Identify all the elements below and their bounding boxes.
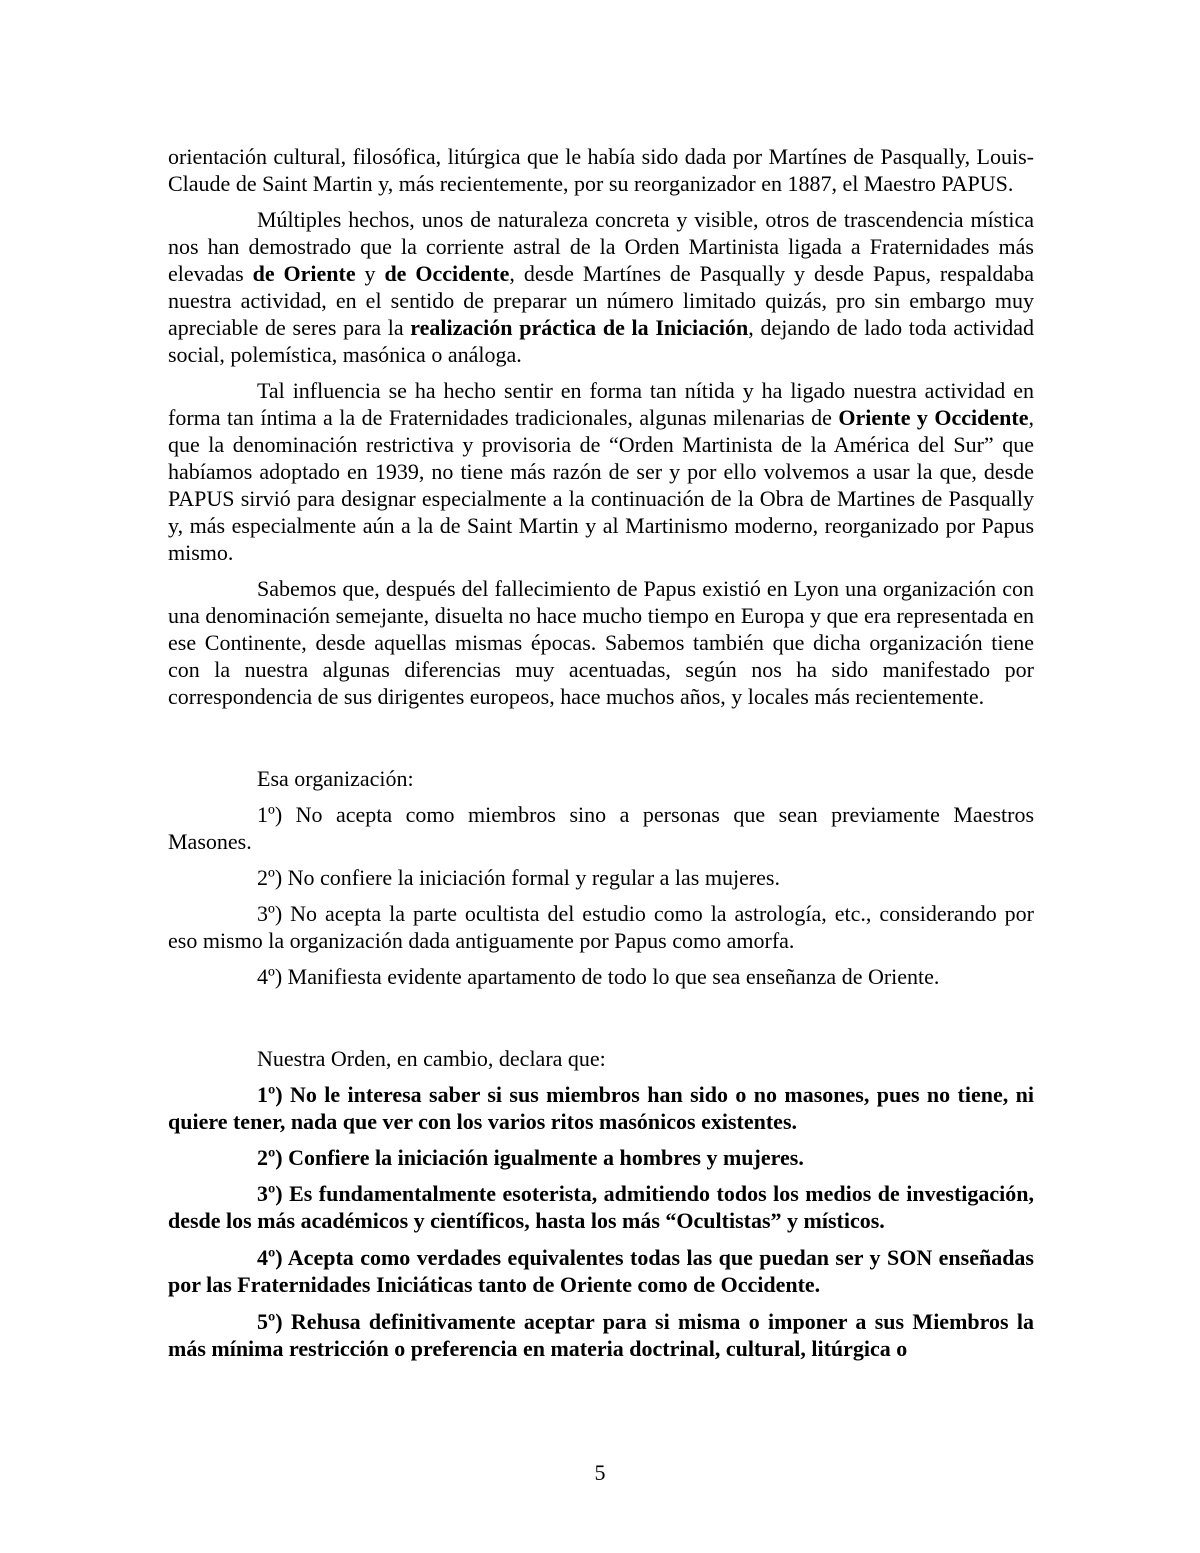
order-intro: Nuestra Orden, en cambio, declara que: <box>257 1046 606 1071</box>
order-item-2: 2º) Confiere la iniciación igualmente a hombres y mujeres. <box>257 1145 804 1170</box>
order-item-3: 3º) Es fundamentalmente esoterista, admitiendo todos los medios de investigación, desde los más académicos y científicos, hasta los más “Ocultistas” y místicos. <box>168 1181 1034 1233</box>
org-item-4: 4º) Manifiesta evidente apartamento de todo lo que sea enseñanza de Oriente. <box>257 964 940 989</box>
body-text <box>168 143 1034 1362</box>
org-item-1: 1º) No acepta como miembros sino a personas que sean previamente Maestros Masones. <box>168 802 1034 854</box>
order-item-1: 1º) No le interesa saber si sus miembros han sido o no masones, pues no tiene, ni quiere tener, nada que ver con los varios ritos masónicos existentes. <box>168 1082 1034 1134</box>
order-item-5: 5º) Rehusa definitivamente aceptar para si misma o imponer a sus Miembros la más mínima restricción o preferencia en materia doctrinal, cultural, litúrgica o <box>168 1309 1034 1361</box>
order-item-4: 4º) Acepta como verdades equivalentes todas las que puedan ser y SON enseñadas por las Fraternidades Iniciáticas tanto de Oriente como de Occidente. <box>168 1245 1034 1297</box>
org-item-2: 2º) No confiere la iniciación formal y regular a las mujeres. <box>257 865 780 890</box>
paragraph-continuation: orientación cultural, filosófica, litúrgica que le había sido dada por Martínes de Pasqually, Louis-Claude de Saint Martin y, más recientemente, por su reorganizador en 1887, el Maestro PAPUS. <box>168 144 1034 196</box>
page-number: 5 <box>594 1460 606 1485</box>
org-item-3: 3º) No acepta la parte ocultista del estudio como la astrología, etc., considerando por eso mismo la organización dada antiguamente por Papus como amorfa. <box>168 901 1034 953</box>
paragraph-tal-influencia: Tal influencia se ha hecho sentir en forma tan nítida y ha ligado nuestra actividad en forma tan íntima a la de Fraternidades tradicionales, algunas milenarias de Oriente y Occidente, que la denominación restrictiva y provisoria de “Orden Martinista de la América del Sur” que habíamos adoptado en 1939, no tiene más razón de ser y por ello volvemos a usar la que, desde PAPUS sirvió para designar especialmente a la continuación de la Obra de Martines de Pasqually y, más especialmente aún a la de Saint Martin y al Martinismo moderno, reorganizado por Papus mismo. <box>168 378 1034 565</box>
paragraph-sabemos: Sabemos que, después del fallecimiento de Papus existió en Lyon una organización con una denominación semejante, disuelta no hace mucho tiempo en Europa y que era representada en ese Continente, desde aquellas mismas épocas. Sabemos también que dicha organización tiene con la nuestra algunas diferencias muy acentuadas, según nos ha sido manifestado por correspondencia de sus dirigentes europeos, hace muchos años, y locales más recientemente. <box>168 576 1034 709</box>
org-intro: Esa organización: <box>257 766 414 791</box>
paragraph-multiples-hechos: Múltiples hechos, unos de naturaleza concreta y visible, otros de trascendencia mística nos han demostrado que la corriente astral de la Orden Martinista ligada a Fraternidades más elevadas de Oriente y de Occidente, desde Martínes de Pasqually y desde Papus, respaldaba nuestra actividad, en el sentido de preparar un número limitado quizás, pro sin embargo muy apreciable de seres para la realización práctica de la Iniciación, dejando de lado toda actividad social, polemística, masónica o análoga. <box>168 207 1034 367</box>
